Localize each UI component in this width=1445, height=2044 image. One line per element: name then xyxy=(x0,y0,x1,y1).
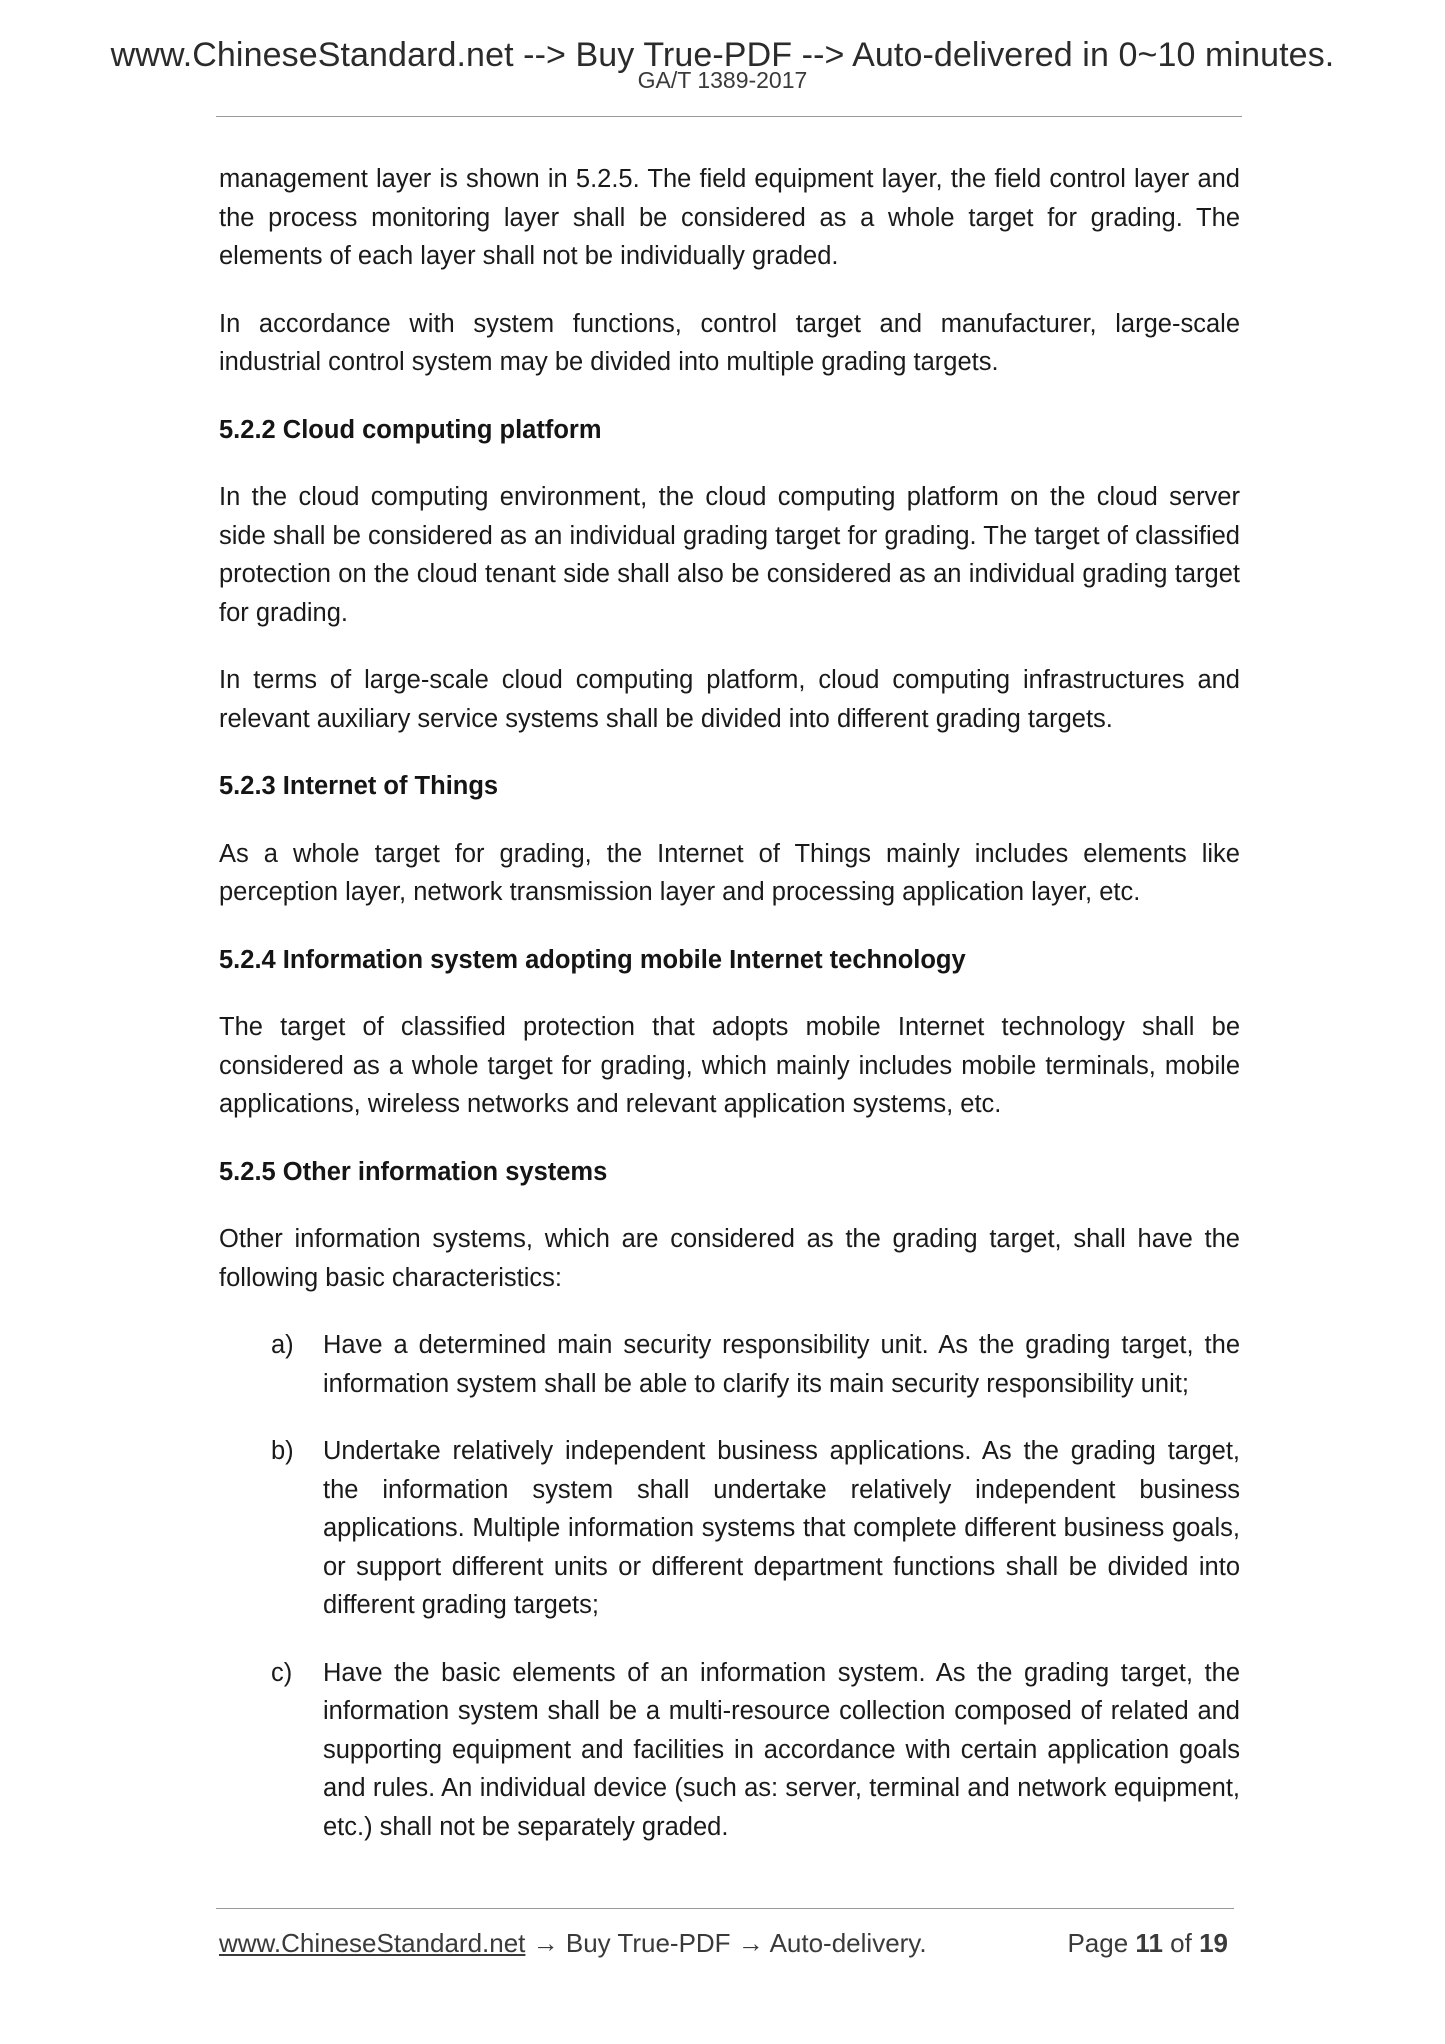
paragraph: management layer is shown in 5.2.5. The field equipment layer, the field control layer and the process monitoring layer shall be considered as a whole target for grading. The elements of each layer shall not be individually graded. xyxy=(219,165,1240,270)
section-heading-5-2-4: 5.2.4 Information system adopting mobile Internet technology xyxy=(219,945,966,974)
paragraph: In the cloud computing environment, the cloud computing platform on the cloud server side shall be considered as an individual grading target for grading. The target of classified protection on the cloud tenant side shall also be considered as an individual grading target for grading. xyxy=(219,483,1240,627)
list-marker: b) xyxy=(271,1437,294,1465)
list-item-text: Have the basic elements of an information system. As the grading target, the information system shall be a multi-resource collection composed of related and supporting equipment and facilities in accordance with certain application goals and rules. An individual device (such as: server, terminal and network equipment, etc.) shall not be separately graded. xyxy=(323,1658,1240,1841)
page-total: 19 xyxy=(1199,1928,1228,1958)
source-banner: www.ChineseStandard.net --> Buy True-PDF --> Auto-delivered in 0~10 minutes. xyxy=(110,36,1335,74)
section-heading-5-2-5: 5.2.5 Other information systems xyxy=(219,1157,608,1186)
document-code: GA/T 1389-2017 xyxy=(637,67,808,93)
list-item xyxy=(219,1654,1240,1847)
page-number: 11 xyxy=(1135,1928,1163,1958)
paragraph: In terms of large-scale cloud computing platform, cloud computing infrastructures and relevant auxiliary service systems shall be divided into different grading targets. xyxy=(219,666,1240,733)
page-indicator xyxy=(1067,1928,1228,1959)
footer-tagline: → Buy True-PDF → Auto-delivery. xyxy=(525,1928,927,1958)
header-divider xyxy=(216,116,1242,117)
list-marker: a) xyxy=(271,1331,294,1359)
characteristics-list xyxy=(219,1326,1240,1846)
section-heading-5-2-2: 5.2.2 Cloud computing platform xyxy=(219,415,602,444)
page-label: Page xyxy=(1067,1928,1129,1958)
footer-site-link[interactable]: www.ChineseStandard.net xyxy=(219,1928,526,1958)
page-footer xyxy=(219,1928,1234,1959)
list-item-text: Have a determined main security responsibility unit. As the grading target, the information system shall be able to clarify its main security responsibility unit; xyxy=(323,1331,1240,1398)
of-label: of xyxy=(1170,1928,1192,1958)
section-heading-5-2-3: 5.2.3 Internet of Things xyxy=(219,772,499,800)
paragraph: Other information systems, which are considered as the grading target, shall have the following basic characteristics: xyxy=(219,1225,1240,1292)
list-item xyxy=(219,1326,1240,1403)
document-body xyxy=(219,160,1240,1875)
paragraph: As a whole target for grading, the Internet of Things mainly includes elements like perception layer, network transmission layer and processing application layer, etc. xyxy=(219,839,1240,906)
list-item-text: Undertake relatively independent business applications. As the grading target, the information system shall undertake relatively independent business applications. Multiple information systems that complete different business goals, or support different units or different department functions shall be divided into different grading targets; xyxy=(323,1437,1240,1619)
list-item xyxy=(219,1432,1240,1625)
list-marker: c) xyxy=(271,1658,293,1687)
paragraph: In accordance with system functions, control target and manufacturer, large-scale industrial control system may be divided into multiple grading targets. xyxy=(219,309,1240,376)
paragraph: The target of classified protection that adopts mobile Internet technology shall be considered as a whole target for grading, which mainly includes mobile terminals, mobile applications, wireless networks and relevant application systems, etc. xyxy=(219,1013,1240,1118)
footer-divider xyxy=(216,1908,1234,1909)
